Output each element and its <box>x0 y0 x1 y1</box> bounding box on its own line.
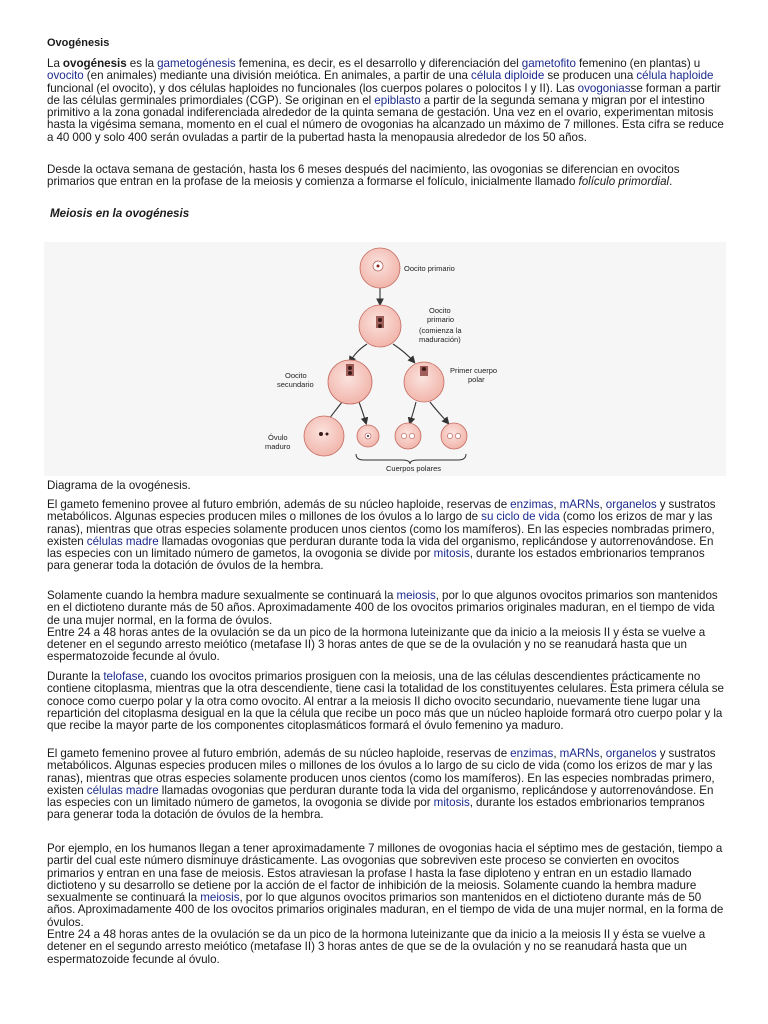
arrow-5 <box>359 402 366 423</box>
label-oocyte-2b: primario <box>427 315 455 324</box>
text-run: femenina, es decir, es el desarrollo y diferenciación del <box>235 57 522 70</box>
inline-link[interactable]: mARNs <box>559 747 600 760</box>
text-run: , por lo que algunos ovocitos primarios son mantenidos en el dictioteno durante más de 50 años. Aproximadamente 400 de los ovocitos primarios originales maduran, en el tiempo de vida de una mujer normal, en la forma de óvulos. <box>47 589 718 627</box>
text-run: Solamente cuando la hembra madure sexualmente se continuará la <box>47 589 397 602</box>
text-run: , <box>553 747 560 760</box>
inline-link[interactable]: células madre <box>86 783 159 797</box>
bold-term: ovogénesis <box>62 57 127 70</box>
paragraph-gamete <box>47 499 725 573</box>
paragraph-meiosis <box>47 590 725 664</box>
inline-link[interactable]: meiosis <box>200 891 240 905</box>
text-run: , <box>599 498 606 511</box>
cell-primary-oocyte <box>360 248 400 288</box>
text-run: , durante los estados embrionarios tempranos para generar toda la dotación de óvulos de la hembra. <box>47 796 705 822</box>
inline-link[interactable]: ovogonias <box>577 81 631 95</box>
text-run: Durante la <box>47 670 104 683</box>
inline-link[interactable]: célula diploide <box>471 69 545 83</box>
inline-link[interactable]: meiosis <box>396 589 436 602</box>
arrow-6 <box>410 402 416 423</box>
inline-link[interactable]: telofase <box>103 670 144 683</box>
text-run: funcional (el ovocito), y dos células haploides no funcionales (los cuerpos polares o polocitos I y II). Las <box>47 81 578 95</box>
arrow-2 <box>350 344 367 362</box>
label-ovum-b: maduro <box>265 442 291 451</box>
inline-link[interactable]: mARNs <box>559 498 600 511</box>
label-secondary-a: Oocito <box>285 371 307 380</box>
inline-link[interactable]: su ciclo de vida <box>481 510 560 524</box>
text-run: se forman a partir de las células germinales primordiales (CGP). Se originan en el <box>47 81 721 107</box>
text-run: a partir de la segunda semana y migran por el intestino primitivo a la zona gonadal indiferenciada alrededor de la quinta semana de gestación. Una vez en el ovario, experimentan mitosis hasta la vigésima semana, momento en el cual el número de ovogonias ha alcanzado un máximo de 7 millones. Esta cifra se reduce a 40 000 y solo 400 serán ovuladas a partir de la pubertad hasta la menopausia alrededor de los 50 años. <box>47 93 724 144</box>
paragraph-telophase <box>47 671 725 732</box>
text-run: , durante los estados embrionarios tempranos para generar toda la dotación de óvulos de la hembra. <box>47 547 705 573</box>
paragraph-intro <box>47 58 725 144</box>
text-run: (como los erizos de mar y las ranas), mientras que otras especies solamente producen unos cientos (como los mamíferos). En las especies nombradas primero, existen <box>47 510 715 548</box>
text-run: , <box>599 747 606 760</box>
text-run: (en animales) mediante una división meiótica. En animales, a partir de una <box>83 69 472 83</box>
inline-link[interactable]: célula haploide <box>636 69 714 83</box>
inline-link[interactable]: epiblasto <box>374 93 421 107</box>
text-run: llamadas ovogonias que perduran durante toda la vida del organismo, replicándose y autorrenovándose. En las especies con un limitado número de gametos, la ovogonia se divide por <box>47 783 714 810</box>
paragraph-gamete-repeat <box>47 748 725 822</box>
text-run: Por ejemplo, en los humanos llegan a tener aproximadamente 7 millones de ovogonias hacia el séptimo mes de gestación, tiempo a partir del cual este número disminuye drásticamente. Las ovogonias que sobreviven este proceso se convierten en ovocitos primarios y entran en una fase de meiosis. Estos atraviesan la profase I hasta la fase diploteno y entran en un estadio llamado dictioteno y su desarrollo se detiene por la acción de el factor de inhibición de la meiosis. Solamente cuando la hembra madure sexualmente se continuará la <box>47 842 723 905</box>
text-run: femenino (en plantas) u <box>575 57 701 70</box>
oogenesis-diagram <box>44 242 726 476</box>
text-run: llamadas ovogonias que perduran durante toda la vida del organismo, replicándose y autorrenovándose. En las especies con un limitado número de gametos, la ovogonia se divide por <box>47 534 714 561</box>
text-run: Entre 24 a 48 horas antes de la ovulación se da un pico de la hormona luteinizante que da inicio a la meiosis II y ésta se vuelve a detener en el segundo arresto meiótico (metafase II) 3 horas antes de que se de la ovulación y no se reanudará hasta que un espermatozoide fecunde al óvulo. <box>47 625 706 664</box>
text-run: . <box>669 175 673 189</box>
inline-link[interactable]: enzimas <box>510 747 554 760</box>
oogenesis-diagram-svg <box>44 242 726 476</box>
inline-link[interactable]: mitosis <box>433 547 470 561</box>
cell-first-polar-body <box>404 362 444 402</box>
label-first-polar-b: polar <box>468 375 485 384</box>
cell-mature-ovum <box>304 416 344 456</box>
text-run: La <box>47 57 63 70</box>
inline-link[interactable]: ovocito <box>47 69 84 83</box>
text-run: es la <box>126 57 158 70</box>
label-oocyte-2a: Oocito <box>429 306 451 315</box>
inline-link[interactable]: células madre <box>86 534 159 548</box>
text-run: Entre 24 a 48 horas antes de la ovulación se da un pico de la hormona luteinizante que da inicio a la meiosis II y ésta se vuelve a detener en el segundo arresto meiótico (metafase II) 3 horas antes de que se de la ovulación y no se reanudará hasta que un espermatozoide fecunde al óvulo. <box>47 928 706 966</box>
diagram-caption: Diagrama de la ovogénesis. <box>47 479 191 492</box>
label-first-polar-a: Primer cuerpo <box>450 366 498 375</box>
arrow-3 <box>393 344 414 362</box>
inline-link[interactable]: enzimas <box>510 498 554 511</box>
label-polar-bodies: Cuerpos polares <box>386 464 442 473</box>
inline-link[interactable]: gametofito <box>521 57 576 70</box>
text-run: y sustratos metabólicos. Algunas especies producen miles o millones de los óvulos a lo largo de su ciclo de vida (como los erizos de mar y las ranas), mientras que otras especies solamente producen unos cientos (como los mamíferos). En las especies nombradas primero, existen <box>47 747 716 797</box>
section-subtitle: Meiosis en la ovogénesis <box>50 207 190 220</box>
text-run: , <box>553 498 560 511</box>
cell-maturing-oocyte <box>359 305 401 347</box>
italic-term: folículo primordial <box>578 175 670 189</box>
cell-polar-body-2 <box>395 423 421 449</box>
label-begins-b: maduración) <box>419 335 461 344</box>
inline-link[interactable]: organelos <box>605 747 657 760</box>
inline-link[interactable]: organelos <box>605 498 657 511</box>
paragraph-development <box>47 164 725 189</box>
label-secondary-b: secundario <box>277 380 314 389</box>
page-title: Ovogénesis <box>47 37 110 49</box>
text-run: se producen una <box>544 69 637 83</box>
label-primary-oocyte: Oocito primario <box>404 264 455 273</box>
cell-secondary-oocyte <box>328 360 372 404</box>
text-run: El gameto femenino provee al futuro embrión, además de su núcleo haploide, reservas de <box>47 498 511 511</box>
inline-link[interactable]: gametogénesis <box>157 57 236 70</box>
cell-polar-body-1 <box>357 425 379 447</box>
text-run: , cuando los ovocitos primarios prosiguen con la meiosis, una de las células descendientes prácticamente no contiene citoplasma, mientras que la otra descendiente, tiene casi la totalidad de los constituyentes celulares. Esta primera célula se conoce como cuerpo polar y la otra como ovocito. Al entrar a la meiosis II dicho ovocito secundario, nuevamente tiene lugar una repartición del citoplasma desigual en la que la célula que recibe un poco más que un núcleo haploide formará otro cuerpo polar y la que recibe la mayor parte de los componentes citoplasmáticos formará el óvulo femenino ya maduro. <box>47 670 724 733</box>
label-begins-a: (comienza la <box>419 326 462 335</box>
text-run: , por lo que algunos ovocitos primarios son mantenidos en el dictioteno durante más de 50 años. Aproximadamente 400 de los ovocitos primarios originales maduran, en el tiempo de vida de una mujer normal, en la forma de óvulos. <box>47 891 724 929</box>
paragraph-humans <box>47 843 725 966</box>
cell-polar-body-3 <box>441 423 467 449</box>
polar-bodies-bracket <box>356 454 466 464</box>
arrow-7 <box>430 402 448 423</box>
text-run: y sustratos metabólicos. Algunas especies producen miles o millones de los óvulos a lo largo de <box>47 498 716 524</box>
inline-link[interactable]: mitosis <box>433 796 470 810</box>
text-run: Desde la octava semana de gestación, hasta los 6 meses después del nacimiento, las ovogonias se diferencian en ovocitos primarios que entran en la profase de la meiosis y comienza a formarse el folículo, inicialmente llamado <box>47 163 680 189</box>
label-ovum-a: Óvulo <box>268 433 288 442</box>
text-run: El gameto femenino provee al futuro embrión, además de su núcleo haploide, reservas de <box>47 747 511 760</box>
